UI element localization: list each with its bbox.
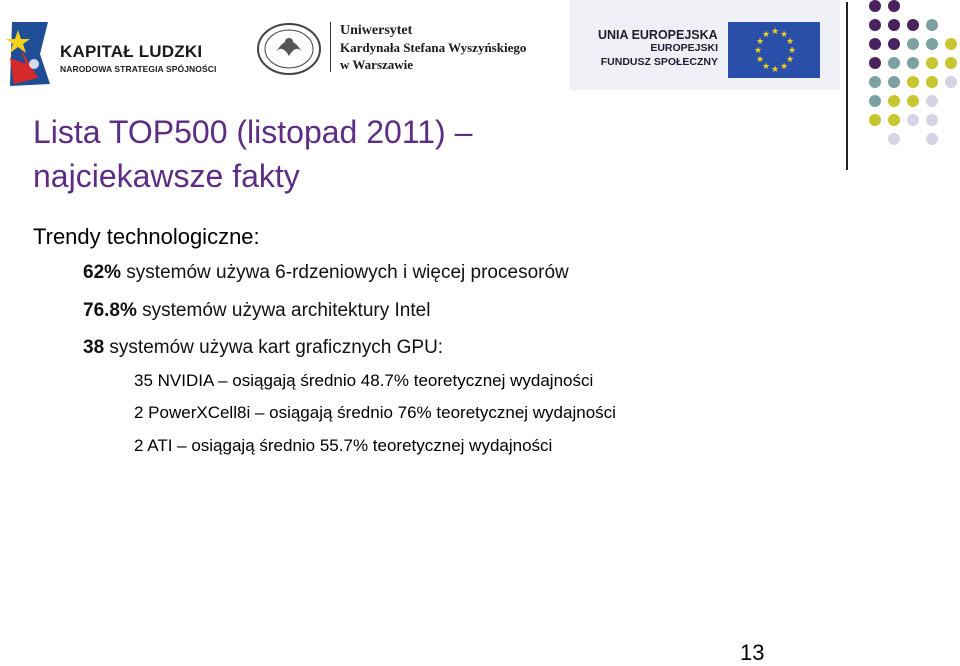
decor-dot [907,95,919,107]
eu-fund-line2: FUNDUSZ SPOŁECZNY [600,56,718,68]
decor-dot [869,19,881,31]
decor-dot [869,38,881,50]
sub-bullet: 2 PowerXCell8i – osiągają średnio 76% teoretycznej wydajności [134,403,616,422]
decor-dot [945,57,957,69]
svg-text:★: ★ [780,61,789,71]
decor-dot [926,19,938,31]
svg-text:★: ★ [788,45,797,55]
section-heading: Trendy technologiczne: [33,224,260,249]
svg-text:★: ★ [786,54,795,64]
decor-dot [888,0,900,12]
sub-bullet: 35 NVIDIA – osiągają średnio 48.7% teoretycznej wydajności [134,371,594,390]
page-number: 13 [740,640,765,665]
decor-dot [926,133,938,145]
decor-dot [888,114,900,126]
decor-dot [926,57,938,69]
decor-dot [888,76,900,88]
svg-text:★: ★ [771,26,780,36]
decor-dot [926,76,938,88]
university-divider [330,22,331,72]
svg-text:★: ★ [756,54,765,64]
bullet-value: 38 [83,337,105,358]
kapital-ludzki-title: KAPITAŁ LUDZKI [60,42,203,61]
decor-dot [869,0,881,12]
bullet-point [83,300,430,322]
eu-fund-line1: EUROPEJSKI [650,42,718,54]
decor-dot [869,95,881,107]
decor-dot [869,57,881,69]
svg-text:★: ★ [756,36,765,46]
decor-dot [926,114,938,126]
bullet-value: 62% [83,262,122,283]
decor-dot [926,38,938,50]
eu-flag-icon [728,22,820,78]
svg-text:★: ★ [754,45,763,55]
decor-dot [945,38,957,50]
university-name-line3: w Warszawie [340,57,414,72]
decor-dot [888,95,900,107]
decor-dot [926,95,938,107]
decor-dot [888,57,900,69]
bullet-value: 76.8% [83,300,137,321]
slide-title-line2: najciekawsze fakty [33,158,300,194]
svg-text:★: ★ [786,36,795,46]
sub-bullet: 2 ATI – osiągają średnio 55.7% teoretycznej wydajności [134,436,553,455]
bullet-point [83,337,443,359]
decor-dot [869,76,881,88]
kapital-ludzki-subtitle: NARODOWA STRATEGIA SPÓJNOŚCI [60,64,217,74]
eu-title: UNIA EUROPEJSKA [598,28,718,42]
decor-dot [907,114,919,126]
decor-dot [888,133,900,145]
decor-dot [888,38,900,50]
university-seal-icon [256,22,322,76]
svg-text:★: ★ [762,61,771,71]
bullet-point [83,262,569,284]
kapital-ludzki-logo-icon [4,18,56,92]
decor-vertical-line [846,2,848,170]
slide-title [33,110,472,198]
svg-text:★: ★ [780,29,789,39]
decor-dot [907,76,919,88]
bullet-text: systemów używa 6-rdzeniowych i więcej procesorów [121,262,569,283]
university-name-line1: Uniwersytet [340,23,413,38]
decor-dot [869,114,881,126]
svg-text:★: ★ [762,29,771,39]
decor-dot [907,38,919,50]
decor-dot [945,76,957,88]
decor-dot [888,19,900,31]
slide-title-line1: Lista TOP500 (listopad 2011) – [33,114,473,150]
decor-dot [907,57,919,69]
decor-dot-grid [860,0,960,150]
university-name-line2: Kardynała Stefana Wyszyńskiego [340,40,527,55]
decor-dot [907,19,919,31]
svg-text:★: ★ [771,64,780,74]
bullet-text: systemów używa kart graficznych GPU: [104,337,444,358]
bullet-text: systemów używa architektury Intel [136,300,431,321]
